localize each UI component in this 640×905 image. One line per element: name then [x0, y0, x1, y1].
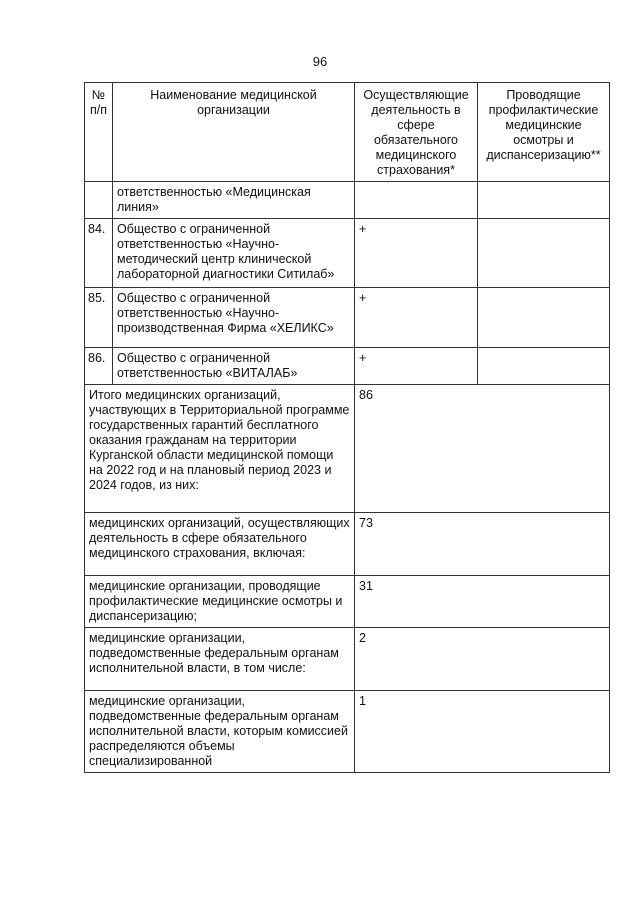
row-num: [85, 182, 113, 219]
row-prof: [478, 288, 610, 348]
summary-value: 2: [355, 628, 610, 691]
table-row: [85, 288, 610, 348]
row-name: Общество с ограниченной ответственностью «Научно-методический центр клинической лабораторной диагностики Ситилаб»: [113, 219, 355, 288]
summary-value: 86: [355, 385, 610, 513]
row-oms: +: [355, 288, 478, 348]
row-num: 86.: [85, 348, 113, 385]
summary-row: [85, 385, 610, 513]
summary-label: Итого медицинских организаций, участвующих в Территориальной программе государственных гарантий бесплатного оказания гражданам на территории Курганской области медицинской помощи на 2022 год и на плановый период 2023 и 2024 годов, из них:: [85, 385, 355, 513]
row-prof: [478, 182, 610, 219]
row-oms: +: [355, 219, 478, 288]
row-num: 84.: [85, 219, 113, 288]
header-num: № п/п: [85, 83, 113, 182]
row-oms: [355, 182, 478, 219]
summary-label: медицинские организации, подведомственные федеральным органам исполнительной власти, в том числе:: [85, 628, 355, 691]
medical-organizations-table: [84, 82, 610, 773]
summary-row: [85, 513, 610, 576]
summary-row: [85, 691, 610, 773]
summary-row: [85, 576, 610, 628]
row-name: Общество с ограниченной ответственностью «Научно-производственная Фирма «ХЕЛИКС»: [113, 288, 355, 348]
header-name: Наименование медицинской организации: [113, 83, 355, 182]
summary-row: [85, 628, 610, 691]
row-name: ответственностью «Медицинская линия»: [113, 182, 355, 219]
summary-value: 31: [355, 576, 610, 628]
row-oms: +: [355, 348, 478, 385]
page-number: 96: [312, 54, 328, 69]
row-prof: [478, 348, 610, 385]
header-prof: Проводящие профилактические медицинские осмотры и диспансеризацию**: [478, 83, 610, 182]
row-prof: [478, 219, 610, 288]
summary-value: 1: [355, 691, 610, 773]
summary-label: медицинские организации, проводящие профилактические медицинские осмотры и диспансеризацию;: [85, 576, 355, 628]
table-row: [85, 348, 610, 385]
summary-label: медицинские организации, подведомственные федеральным органам исполнительной власти, которым комиссией распределяются объемы специализированной: [85, 691, 355, 773]
table-row: [85, 182, 610, 219]
table-header-row: [85, 83, 610, 182]
summary-label: медицинских организаций, осуществляющих деятельность в сфере обязательного медицинского страхования, включая:: [85, 513, 355, 576]
header-oms: Осуществляющие деятельность в сфере обязательного медицинского страхования*: [355, 83, 478, 182]
table-row: [85, 219, 610, 288]
summary-value: 73: [355, 513, 610, 576]
row-name: Общество с ограниченной ответственностью «ВИТАЛАБ»: [113, 348, 355, 385]
row-num: 85.: [85, 288, 113, 348]
